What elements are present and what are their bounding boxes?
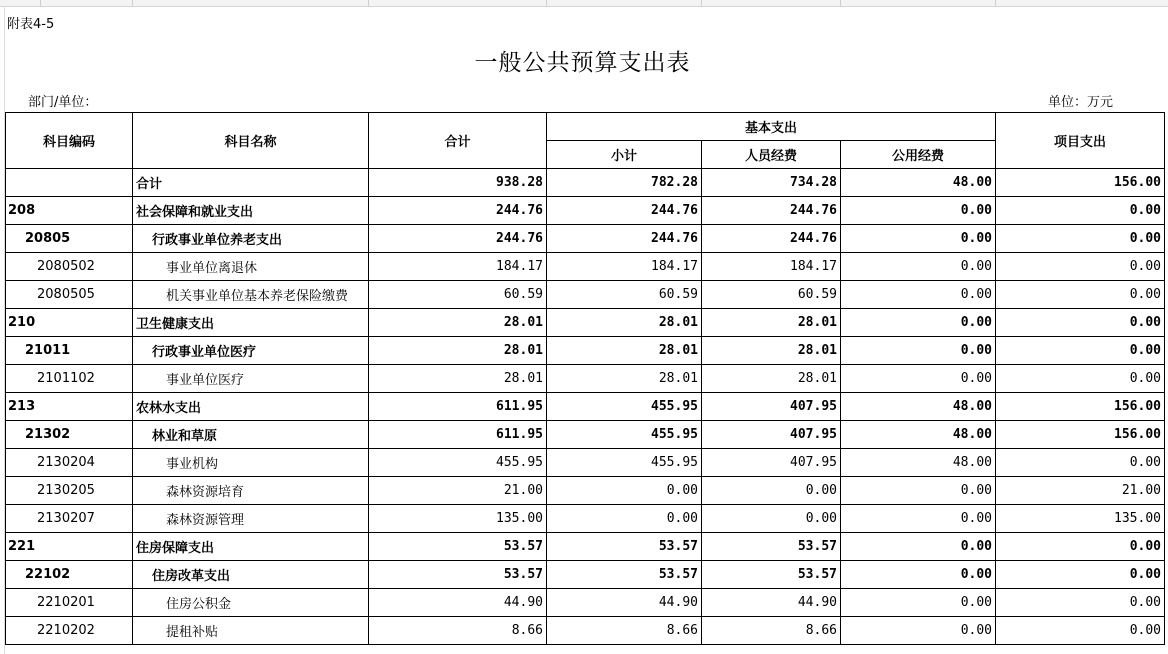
table-row (6, 505, 1165, 533)
cell-public[interactable]: 0.00 (841, 533, 996, 561)
cell-public[interactable]: 0.00 (841, 477, 996, 505)
cell-subtotal[interactable]: 0.00 (547, 505, 702, 533)
cell-subtotal[interactable]: 28.01 (547, 365, 702, 393)
cell-subtotal[interactable]: 28.01 (547, 337, 702, 365)
cell-personnel[interactable]: 28.01 (702, 309, 841, 337)
cell-project[interactable]: 156.00 (996, 421, 1165, 449)
cell-name[interactable]: 林业和草原 (133, 421, 369, 449)
table-row (6, 421, 1165, 449)
table-row (6, 365, 1165, 393)
cell-personnel[interactable]: 44.90 (702, 589, 841, 617)
header-name[interactable]: 科目名称 (133, 113, 369, 169)
header-project[interactable]: 项目支出 (996, 113, 1165, 169)
cell-public[interactable]: 0.00 (841, 589, 996, 617)
cell-project[interactable]: 0.00 (996, 253, 1165, 281)
table-row (6, 589, 1165, 617)
cell-code[interactable]: 21011 (6, 337, 133, 365)
cell-subtotal[interactable]: 8.66 (547, 617, 702, 645)
cell-total[interactable]: 28.01 (369, 309, 547, 337)
cell-subtotal[interactable]: 53.57 (547, 533, 702, 561)
cell-code[interactable]: 20805 (6, 225, 133, 253)
column-divider (546, 0, 547, 6)
cell-project[interactable]: 0.00 (996, 589, 1165, 617)
cell-total[interactable]: 44.90 (369, 589, 547, 617)
cell-project[interactable]: 0.00 (996, 533, 1165, 561)
cell-personnel[interactable]: 60.59 (702, 281, 841, 309)
department-label[interactable]: 部门/单位： (28, 95, 98, 110)
cell-personnel[interactable]: 244.76 (702, 225, 841, 253)
cell-name[interactable]: 行政事业单位养老支出 (133, 225, 369, 253)
cell-subtotal[interactable]: 60.59 (547, 281, 702, 309)
cell-name[interactable]: 事业单位医疗 (133, 365, 369, 393)
cell-total[interactable]: 135.00 (369, 505, 547, 533)
table-row (6, 225, 1165, 253)
cell-name[interactable]: 住房公积金 (133, 589, 369, 617)
cell-total[interactable]: 28.01 (369, 337, 547, 365)
column-divider (840, 0, 841, 6)
cell-code[interactable]: 2210202 (6, 617, 133, 645)
cell-public[interactable]: 0.00 (841, 225, 996, 253)
cell-code[interactable] (6, 169, 133, 197)
cell-name[interactable]: 农林水支出 (133, 393, 369, 421)
cell-personnel[interactable]: 8.66 (702, 617, 841, 645)
table-row (6, 337, 1165, 365)
cell-public[interactable]: 48.00 (841, 169, 996, 197)
cell-name[interactable]: 提租补贴 (133, 617, 369, 645)
cell-code[interactable]: 2101102 (6, 365, 133, 393)
column-divider (40, 0, 41, 6)
cell-project[interactable]: 21.00 (996, 477, 1165, 505)
sheet-title[interactable]: 一般公共预算支出表 (474, 50, 691, 76)
cell-public[interactable]: 0.00 (841, 505, 996, 533)
column-header-strip[interactable] (0, 0, 1168, 7)
header-personnel[interactable]: 人员经费 (702, 141, 841, 169)
cell-project[interactable]: 0.00 (996, 337, 1165, 365)
cell-total[interactable]: 184.17 (369, 253, 547, 281)
unit-label[interactable]: 单位：万元 (1047, 95, 1113, 110)
header-public[interactable]: 公用经费 (841, 141, 996, 169)
cell-name[interactable]: 卫生健康支出 (133, 309, 369, 337)
cell-total[interactable]: 611.95 (369, 393, 547, 421)
cell-code[interactable]: 2080502 (6, 253, 133, 281)
cell-total[interactable]: 611.95 (369, 421, 547, 449)
cell-total[interactable]: 8.66 (369, 617, 547, 645)
cell-code[interactable]: 208 (6, 197, 133, 225)
cell-name[interactable]: 事业单位离退休 (133, 253, 369, 281)
table-row (6, 477, 1165, 505)
cell-personnel[interactable]: 407.95 (702, 449, 841, 477)
cell-project[interactable]: 135.00 (996, 505, 1165, 533)
cell-total[interactable]: 455.95 (369, 449, 547, 477)
cell-subtotal[interactable]: 244.76 (547, 197, 702, 225)
header-basic[interactable]: 基本支出 (547, 113, 996, 141)
cell-name[interactable]: 行政事业单位医疗 (133, 337, 369, 365)
cell-name[interactable]: 社会保障和就业支出 (133, 197, 369, 225)
cell-code[interactable]: 2210201 (6, 589, 133, 617)
cell-project[interactable]: 0.00 (996, 309, 1165, 337)
cell-subtotal[interactable]: 53.57 (547, 561, 702, 589)
table-row (6, 253, 1165, 281)
cell-personnel[interactable]: 407.95 (702, 421, 841, 449)
table-row (6, 309, 1165, 337)
cell-name[interactable]: 森林资源培育 (133, 477, 369, 505)
cell-code[interactable]: 21302 (6, 421, 133, 449)
cell-personnel[interactable]: 53.57 (702, 561, 841, 589)
table-row (6, 533, 1165, 561)
cell-personnel[interactable]: 0.00 (702, 505, 841, 533)
cell-name[interactable]: 住房改革支出 (133, 561, 369, 589)
table-body (6, 169, 1165, 645)
cell-public[interactable]: 0.00 (841, 365, 996, 393)
column-divider (995, 0, 996, 6)
cell-code[interactable]: 213 (6, 393, 133, 421)
table-row (6, 617, 1165, 645)
cell-personnel[interactable]: 0.00 (702, 477, 841, 505)
cell-personnel[interactable]: 53.57 (702, 533, 841, 561)
cell-total[interactable]: 60.59 (369, 281, 547, 309)
table-row (6, 393, 1165, 421)
cell-public[interactable]: 48.00 (841, 421, 996, 449)
cell-total[interactable]: 53.57 (369, 561, 547, 589)
cell-personnel[interactable]: 28.01 (702, 365, 841, 393)
table-row (6, 281, 1165, 309)
cell-name[interactable]: 机关事业单位基本养老保险缴费 (133, 281, 369, 309)
cell-total[interactable]: 244.76 (369, 225, 547, 253)
cell-personnel[interactable]: 184.17 (702, 253, 841, 281)
cell-personnel[interactable]: 244.76 (702, 197, 841, 225)
cell-code[interactable]: 22102 (6, 561, 133, 589)
cell-name[interactable]: 住房保障支出 (133, 533, 369, 561)
cell-project[interactable]: 0.00 (996, 197, 1165, 225)
cell-public[interactable]: 0.00 (841, 309, 996, 337)
cell-project[interactable]: 0.00 (996, 281, 1165, 309)
cell-subtotal[interactable]: 782.28 (547, 169, 702, 197)
table-row (6, 197, 1165, 225)
cell-code[interactable]: 2130205 (6, 477, 133, 505)
cell-total[interactable]: 21.00 (369, 477, 547, 505)
column-divider (368, 0, 369, 6)
cell-code[interactable]: 2080505 (6, 281, 133, 309)
cell-public[interactable]: 0.00 (841, 281, 996, 309)
header-code[interactable]: 科目编码 (6, 113, 133, 169)
cell-name[interactable]: 事业机构 (133, 449, 369, 477)
cell-subtotal[interactable]: 28.01 (547, 309, 702, 337)
budget-table (5, 112, 1165, 645)
cell-project[interactable]: 156.00 (996, 169, 1165, 197)
cell-project[interactable]: 0.00 (996, 449, 1165, 477)
cell-personnel[interactable]: 734.28 (702, 169, 841, 197)
cell-project[interactable]: 0.00 (996, 617, 1165, 645)
cell-project[interactable]: 156.00 (996, 393, 1165, 421)
cell-total[interactable]: 53.57 (369, 533, 547, 561)
cell-subtotal[interactable]: 44.90 (547, 589, 702, 617)
cell-name[interactable]: 合计 (133, 169, 369, 197)
cell-total[interactable]: 938.28 (369, 169, 547, 197)
cell-project[interactable]: 0.00 (996, 365, 1165, 393)
cell-personnel[interactable]: 28.01 (702, 337, 841, 365)
header-total[interactable]: 合计 (369, 113, 547, 169)
cell-project[interactable]: 0.00 (996, 225, 1165, 253)
cell-public[interactable]: 0.00 (841, 197, 996, 225)
cell-name[interactable]: 森林资源管理 (133, 505, 369, 533)
header-subtotal[interactable]: 小计 (547, 141, 702, 169)
cell-code[interactable]: 221 (6, 533, 133, 561)
column-divider (132, 0, 133, 6)
table-row (6, 561, 1165, 589)
column-divider (701, 0, 702, 6)
cell-code[interactable]: 2130207 (6, 505, 133, 533)
cell-code[interactable]: 210 (6, 309, 133, 337)
cell-subtotal[interactable]: 455.95 (547, 393, 702, 421)
cell-subtotal[interactable]: 0.00 (547, 477, 702, 505)
cell-code[interactable]: 2130204 (6, 449, 133, 477)
appendix-note[interactable]: 附表4-5 (7, 17, 55, 32)
cell-subtotal[interactable]: 455.95 (547, 449, 702, 477)
cell-total[interactable]: 28.01 (369, 365, 547, 393)
cell-public[interactable]: 0.00 (841, 617, 996, 645)
cell-project[interactable]: 0.00 (996, 561, 1165, 589)
cell-public[interactable]: 48.00 (841, 393, 996, 421)
cell-public[interactable]: 0.00 (841, 253, 996, 281)
cell-total[interactable]: 244.76 (369, 197, 547, 225)
cell-public[interactable]: 0.00 (841, 561, 996, 589)
table-row (6, 449, 1165, 477)
cell-subtotal[interactable]: 184.17 (547, 253, 702, 281)
table-row (6, 169, 1165, 197)
cell-public[interactable]: 0.00 (841, 337, 996, 365)
cell-personnel[interactable]: 407.95 (702, 393, 841, 421)
cell-subtotal[interactable]: 455.95 (547, 421, 702, 449)
cell-subtotal[interactable]: 244.76 (547, 225, 702, 253)
cell-public[interactable]: 48.00 (841, 449, 996, 477)
